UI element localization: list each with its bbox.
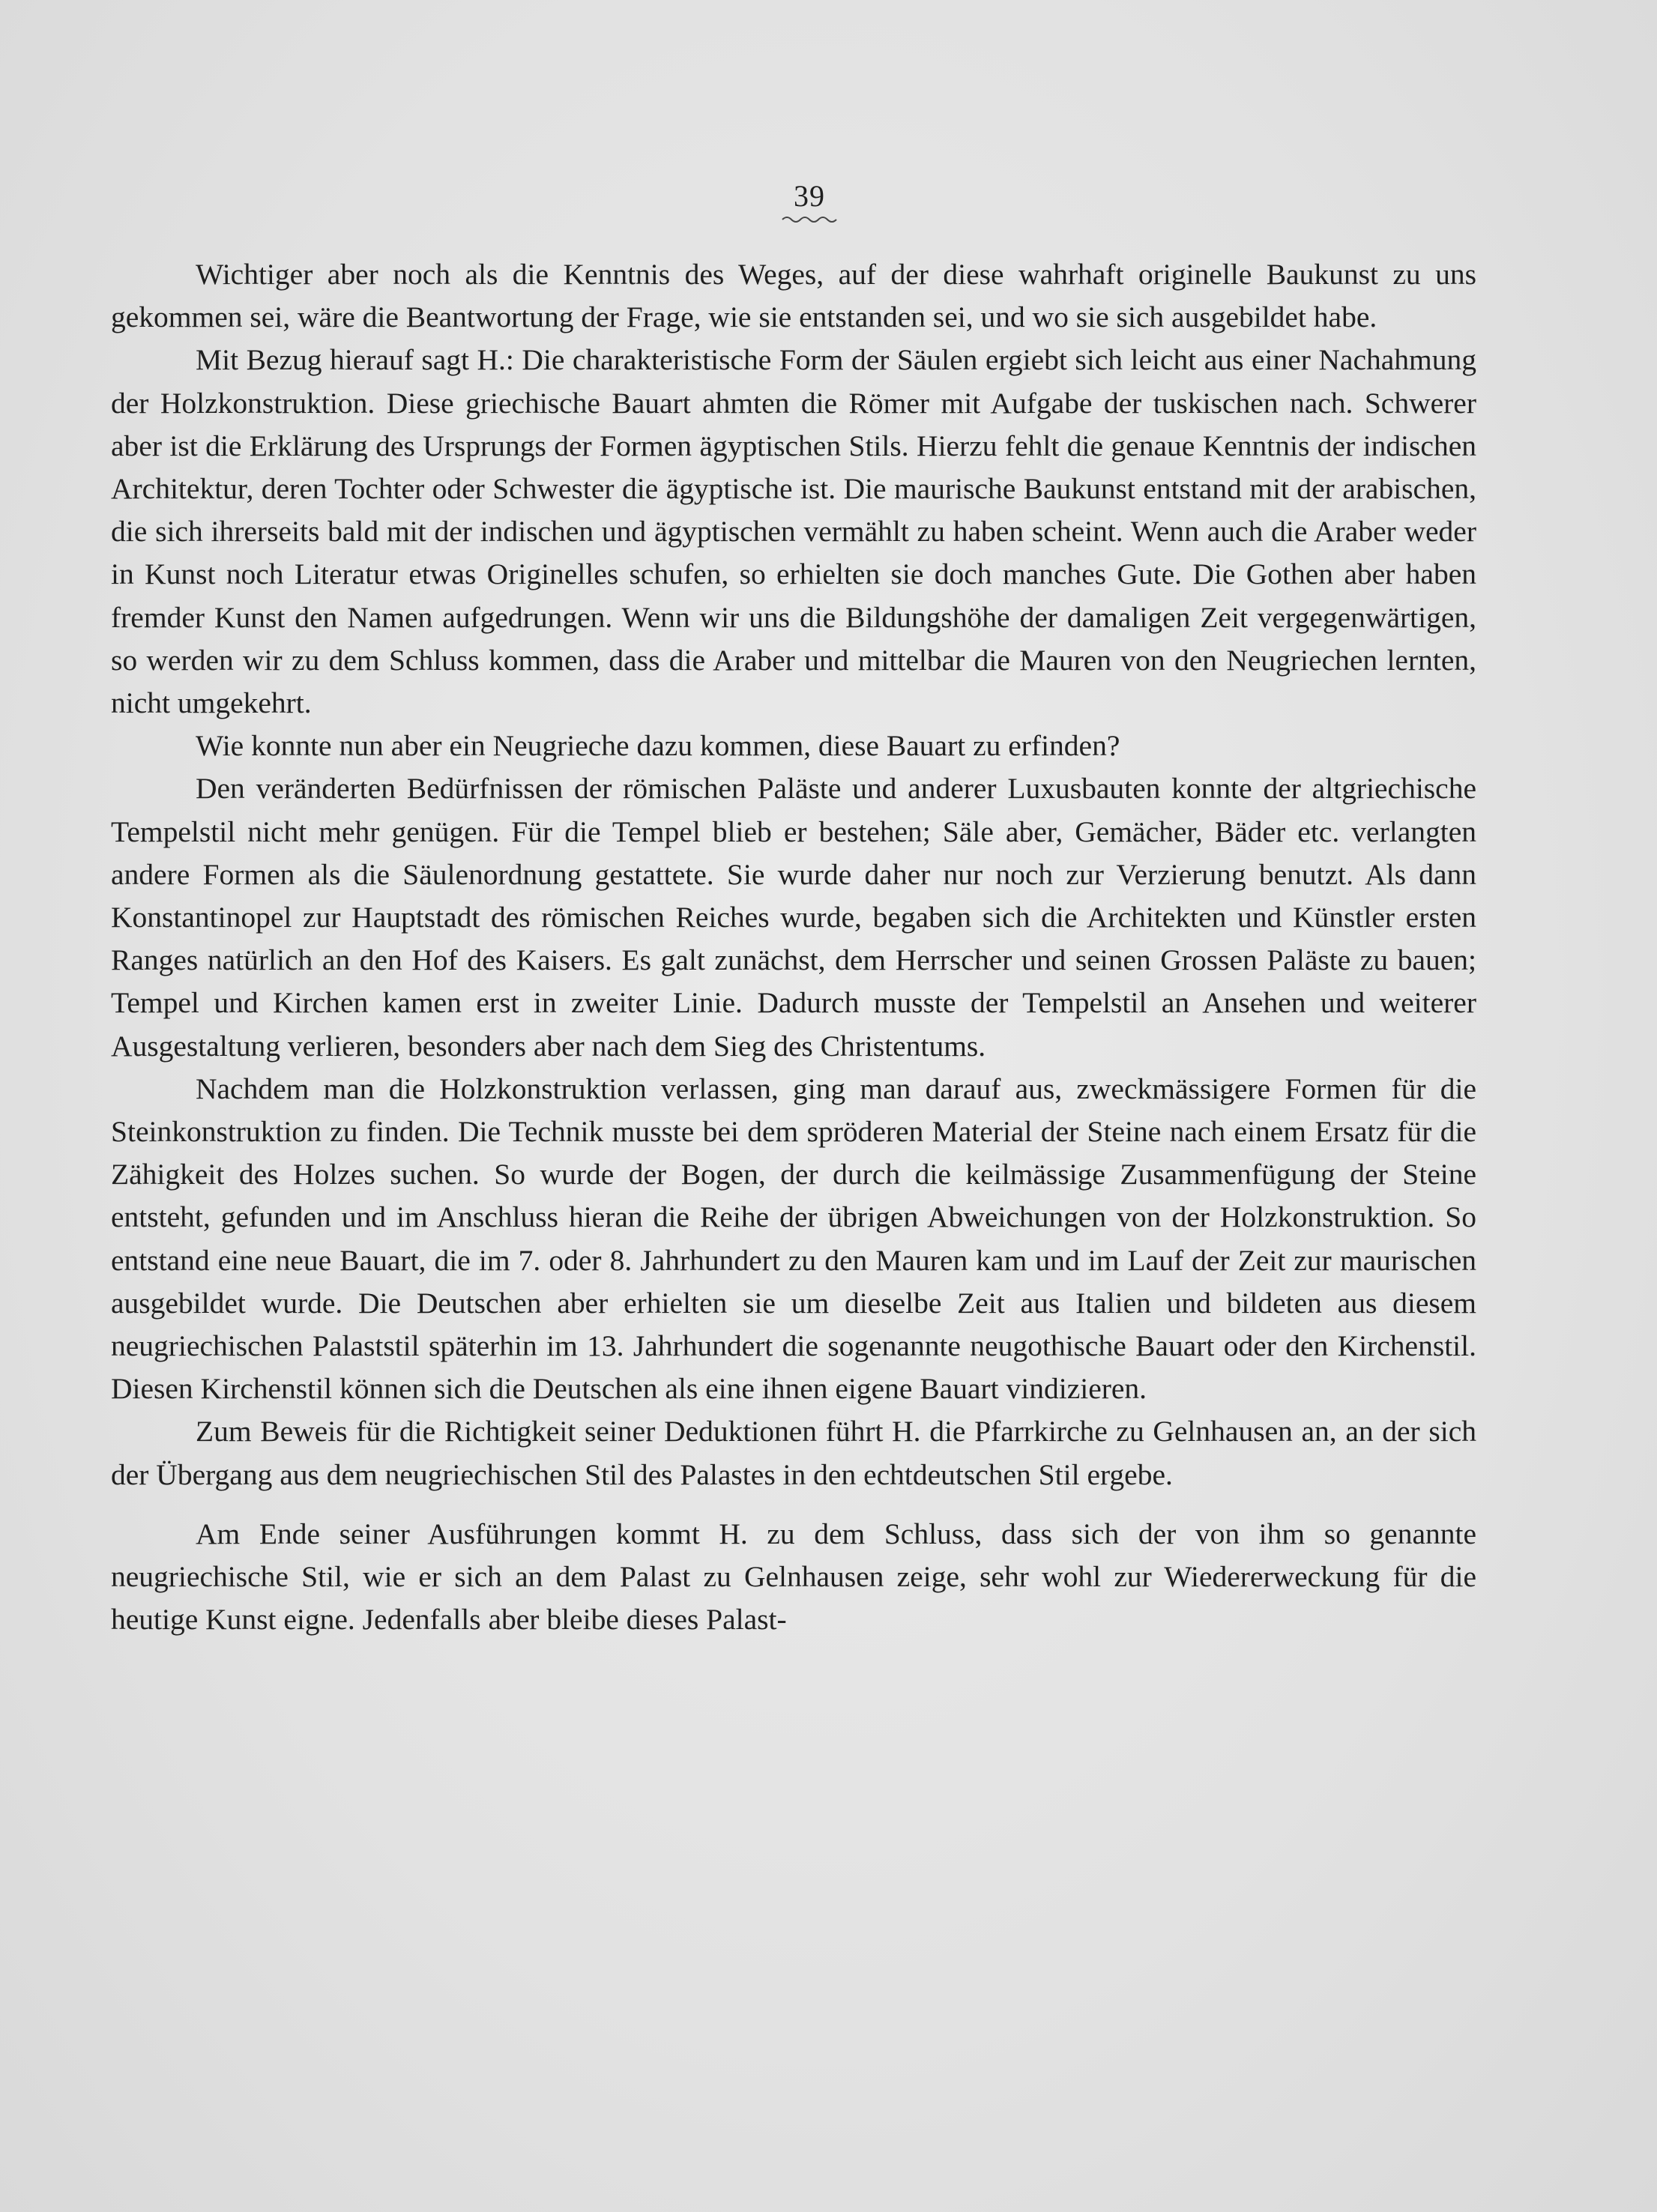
paragraph-beduerfnisse: Den veränderten Bedürfnissen der römischen Paläste und anderer Luxusbauten konnte der altgriechische Tempelstil nicht mehr genügen. Für die Tempel blieb er bestehen; Säle aber, Gemächer, Bäder etc. verlangten andere Formen als die Säulenordnung gestattete. Sie wurde daher nur noch zur Verzierung benutzt. Als dann Konstantinopel zur Hauptstadt des römischen Reiches wurde, begaben sich die Architekten und Künstler ersten Ranges natürlich an den Hof des Kaisers. Es galt zunächst, dem Herrscher und seinen Grossen Paläste zu bauen; Tempel und Kirchen kamen erst in zweiter Linie. Dadurch musste der Tempelstil an Ansehen und weiterer Ausgestaltung verlieren, besonders aber nach dem Sieg des Christentums. xyxy=(111,772,1476,1063)
paragraph-schluss: Am Ende seiner Ausführungen kommt H. zu dem Schluss, dass sich der von ihm so genannte neugriechische Stil, wie er sich an dem Palast zu Gelnhausen zeige, sehr wohl zur Wiedererweckung für die heutige Kunst eigne. Jedenfalls aber bleibe dieses Palast- xyxy=(111,1517,1476,1637)
page-number: 39 xyxy=(794,179,825,213)
paragraph-holzkonstruktion: Nachdem man die Holzkonstruktion verlassen, ging man darauf aus, zweckmässigere Formen für die Steinkonstruktion zu finden. Die Technik musste bei dem spröderen Material der Steine nach einem Ersatz für die Zähigkeit des Holzes suchen. So wurde der Bogen, der durch die keilmässige Zusammenfügung der Steine entsteht, gefunden und im Anschluss hieran die Reihe der übrigen Abweichungen von der Holzkonstruktion. So entstand eine neue Bauart, die im 7. oder 8. Jahrhundert zu den Mauren kam und im Lauf der Zeit zur maurischen ausgebildet wurde. Die Deutschen aber erhielten sie um dieselbe Zeit aus Italien und bildeten aus diesem neugriechischen Palaststil späterhin im 13. Jahrhundert die sogenannte neugothische Bauart oder den Kirchenstil. Diesen Kirchenstil können sich die Deutschen als eine ihnen eigene Bauart vindizieren. xyxy=(111,1072,1476,1406)
body-text xyxy=(111,253,1476,1642)
paragraph-weges: Wichtiger aber noch als die Kenntnis des Weges, auf der diese wahrhaft originelle Baukunst zu uns gekommen sei, wäre die Beantwortung der Frage, wie sie entstanden sei, und wo sie sich ausgebildet habe. xyxy=(111,258,1476,334)
paragraph-neugrieche-frage: Wie konnte nun aber ein Neugrieche dazu kommen, diese Bauart zu erfinden? xyxy=(196,729,1120,763)
paragraph-gelnhausen-beweis: Zum Beweis für die Richtigkeit seiner Deduktionen führt H. die Pfarrkirche zu Gelnhausen an, an der sich der Übergang aus dem neugriechischen Stil des Palastes in den echtdeutschen Stil ergebe. xyxy=(111,1415,1476,1491)
wavy-ornament-icon xyxy=(781,214,838,225)
paragraph-bezug: Mit Bezug hierauf sagt H.: Die charakteristische Form der Säulen ergiebt sich leicht aus einer Nachahmung der Holzkonstruktion. Diese griechische Bauart ahmten die Römer mit Aufgabe der tuskischen nach. Schwerer aber ist die Erklärung des Ursprungs der Formen ägyptischen Stils. Hierzu fehlt die genaue Kenntnis der indischen Architektur, deren Tochter oder Schwester die ägyptische ist. Die maurische Baukunst entstand mit der arabischen, die sich ihrerseits bald mit der indischen und ägyptischen vermählt zu haben scheint. Wenn auch die Araber weder in Kunst noch Literatur etwas Originelles schufen, so erhielten sie doch manches Gute. Die Gothen aber haben fremder Kunst den Namen aufgedrungen. Wenn wir uns die Bildungshöhe der damaligen Zeit vergegenwärtigen, so werden wir zu dem Schluss kommen, dass die Araber und mittelbar die Mauren von den Neugriechen lernten, nicht umgekehrt. xyxy=(111,343,1476,720)
